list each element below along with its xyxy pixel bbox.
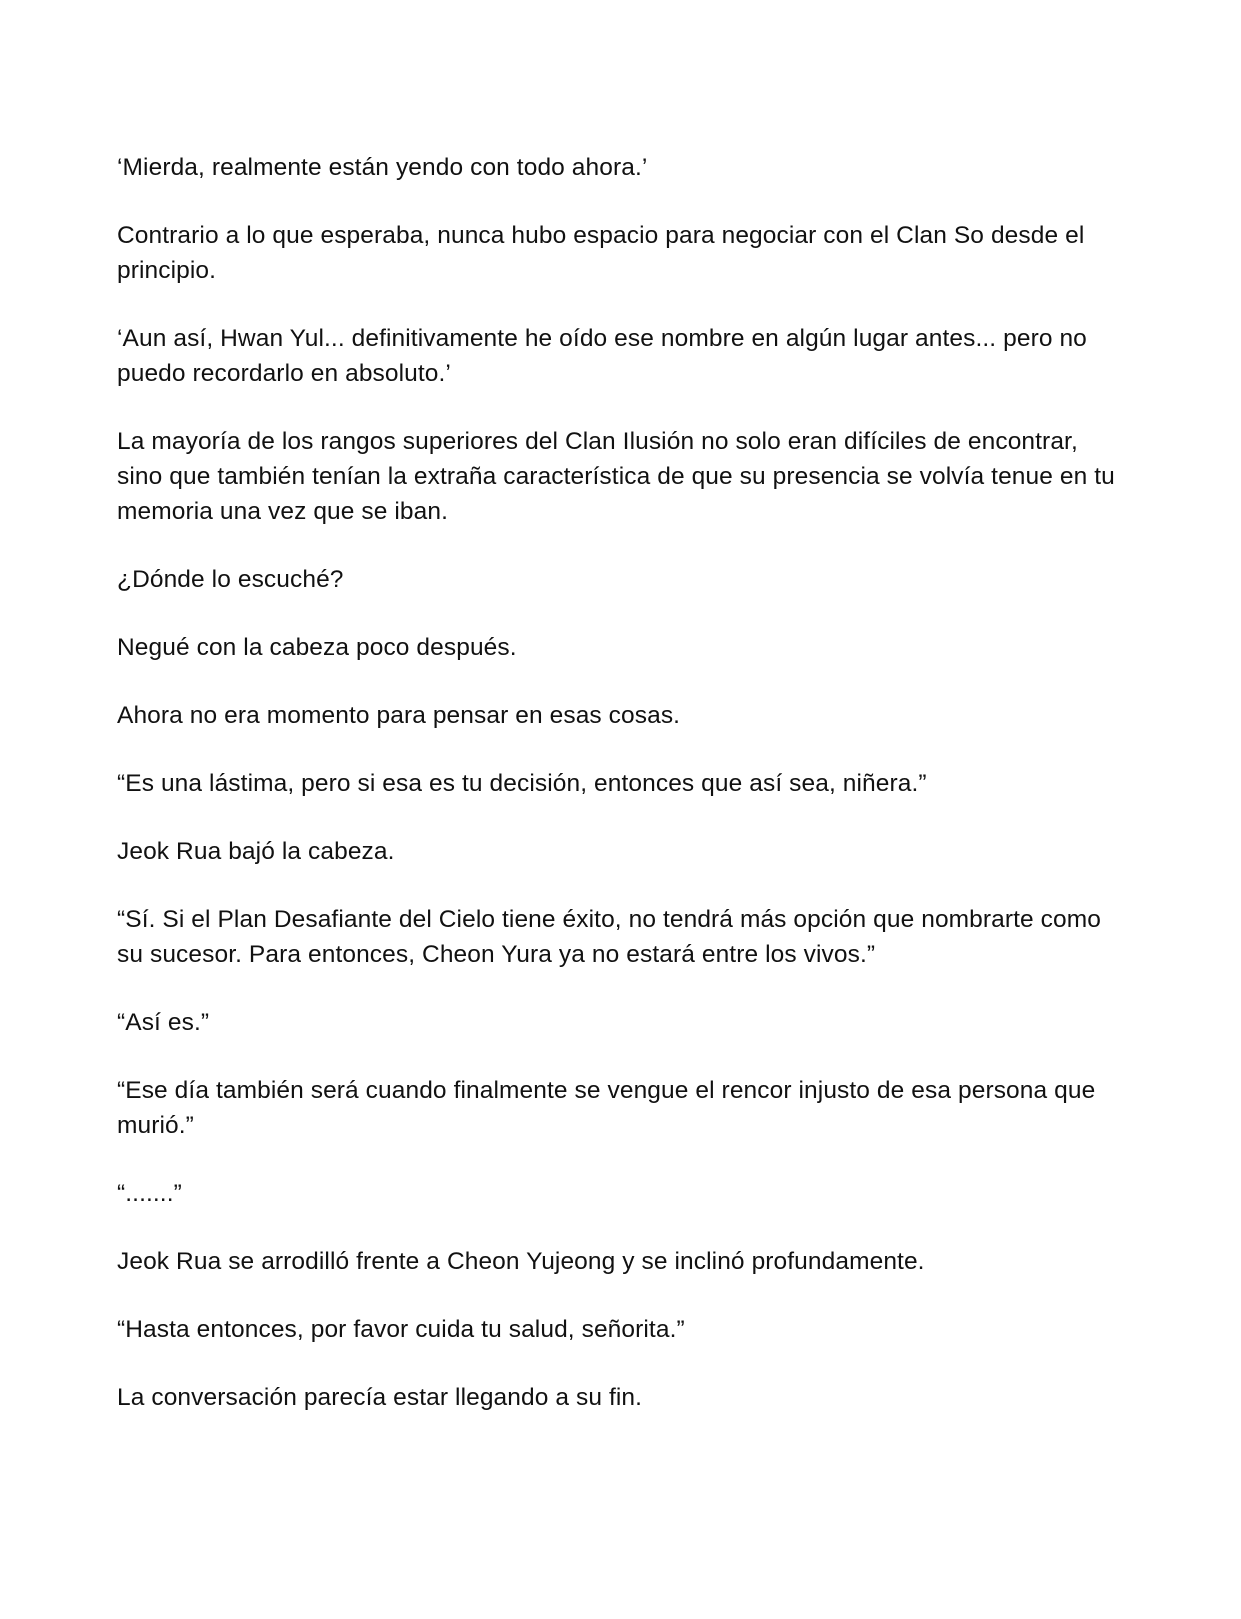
paragraph: “Ese día también será cuando finalmente se vengue el rencor injusto de esa persona que murió.” — [117, 1077, 1096, 1139]
paragraph: Contrario a lo que esperaba, nunca hubo espacio para negociar con el Clan So desde el principio. — [117, 222, 1085, 284]
paragraph: La mayoría de los rangos superiores del Clan Ilusión no solo eran difíciles de encontrar, sino que también tenían la extraña característica de que su presencia se volvía tenue en tu memoria una vez que se iban. — [117, 428, 1115, 525]
paragraph: ‘Aun así, Hwan Yul... definitivamente he oído ese nombre en algún lugar antes... pero no puedo recordarlo en absoluto.’ — [117, 325, 1087, 387]
paragraph: “Sí. Si el Plan Desafiante del Cielo tiene éxito, no tendrá más opción que nombrarte como su sucesor. Para entonces, Cheon Yura ya no estará entre los vivos.” — [117, 906, 1101, 968]
paragraph: Jeok Rua bajó la cabeza. — [117, 838, 395, 865]
paragraph: Jeok Rua se arrodilló frente a Cheon Yujeong y se inclinó profundamente. — [117, 1248, 925, 1275]
paragraph: “Es una lástima, pero si esa es tu decisión, entonces que así sea, niñera.” — [117, 770, 927, 797]
paragraph: “Así es.” — [117, 1009, 210, 1036]
paragraph: ‘Mierda, realmente están yendo con todo ahora.’ — [117, 154, 648, 181]
paragraph: “.......” — [117, 1180, 182, 1207]
body-text — [117, 150, 1127, 1448]
paragraph: La conversación parecía estar llegando a su fin. — [117, 1384, 643, 1411]
paragraph: Ahora no era momento para pensar en esas cosas. — [117, 702, 681, 729]
paragraph: “Hasta entonces, por favor cuida tu salud, señorita.” — [117, 1316, 685, 1343]
paragraph: Negué con la cabeza poco después. — [117, 634, 517, 661]
paragraph: ¿Dónde lo escuché? — [117, 566, 344, 593]
